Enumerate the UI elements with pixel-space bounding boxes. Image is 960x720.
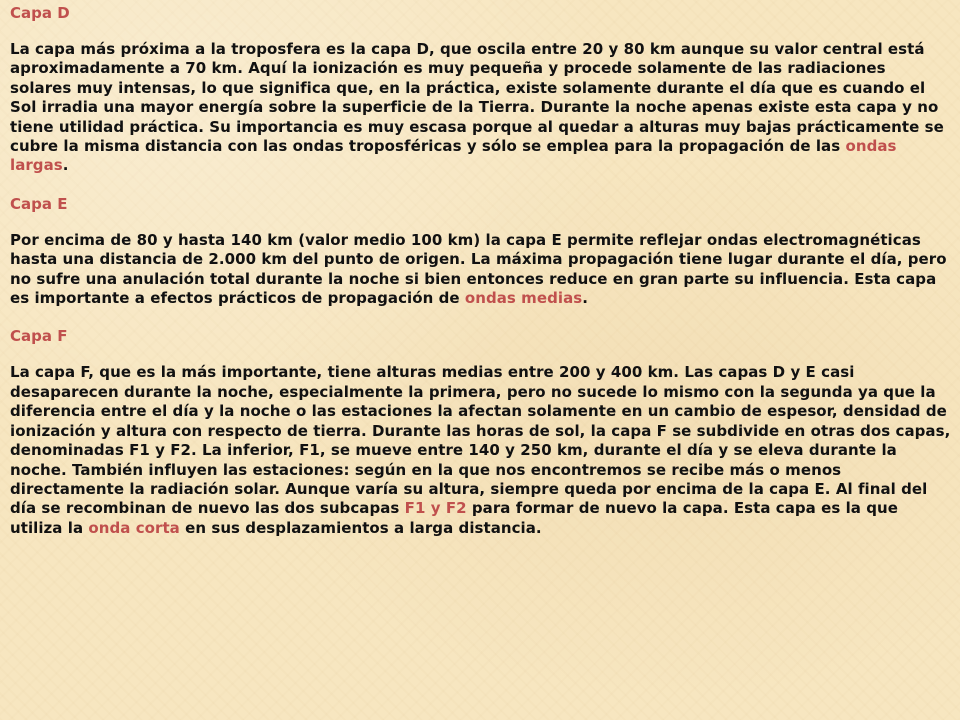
highlight-ondas-largas: ondas largas: [10, 137, 897, 175]
paragraph-text: La capa F, que es la más importante, tiene alturas medias entre 200 y 400 km. Las capas D y E casi desaparecen durante la noche, especialmente la primera, pero no sucede lo mismo con la segunda ya que la diferencia entre el día y la noche o las estaciones la afectan solamente en un cambio de espesor, densidad de ionización y altura con respecto de tierra. Durante las horas de sol, la capa F se subdivide en otras dos capas, denominadas F1 y F2. La inferior, F1, se mueve entre 140 y 250 km, durante el día y se eleva durante la noche. También influyen las estaciones: según en la que nos encontremos se recibe más o menos directamente la radiación solar. Aunque varía su altura, siempre queda por encima de la capa E. Al final del día se recombinan de nuevo las dos subcapas: [10, 363, 951, 518]
highlight-f1-y-f2: F1 y F2: [404, 499, 467, 518]
highlight-ondas-medias: ondas medias: [464, 289, 583, 308]
paragraph-text: La capa más próxima a la troposfera es la capa D, que oscila entre 20 y 80 km aunque su valor central está aproximadamente a 70 km. Aquí la ionización es muy pequeña y procede solamente de las radiaciones solares muy intensas, lo que significa que, en la práctica, existe solamente durante el día que es cuando el Sol irradia una mayor energía sobre la superficie de la Tierra. Durante la noche apenas existe esta capa y no tiene utilidad práctica. Su importancia es muy escasa porque al quedar a alturas muy bajas prácticamente se cubre la misma distancia con las ondas troposféricas y sólo se emplea para la propagación de las: [10, 40, 944, 156]
highlight-onda-corta: onda corta: [88, 518, 180, 537]
paragraph-text-end: .: [582, 289, 588, 308]
section-capa-f: [10, 327, 952, 538]
paragraph-text-middle: para formar de nuevo la capa. Esta capa es la que utiliza la: [10, 499, 898, 537]
section-capa-e: [10, 195, 952, 309]
paragraph-text: Por encima de 80 y hasta 140 km (valor medio 100 km) la capa E permite reflejar ondas electromagnéticas hasta una distancia de 2.000 km del punto de origen. La máxima propagación tiene lugar durante el día, pero no sufre una anulación total durante la noche si bien entonces reduce en gran parte su influencia. Esta capa es importante a efectos prácticos de propagación de: [10, 230, 947, 308]
section-title-capa-d: Capa D: [10, 4, 70, 22]
section-title-capa-f: Capa F: [10, 327, 68, 346]
document-page: [10, 4, 952, 557]
paragraph-capa-d: [10, 40, 952, 176]
paragraph-text-end: en sus desplazamientos a larga distancia.: [179, 518, 542, 537]
section-capa-d: [10, 4, 952, 176]
paragraph-capa-e: [10, 231, 952, 309]
section-title-capa-e: Capa E: [10, 194, 68, 213]
paragraph-capa-f: [10, 363, 952, 538]
paragraph-text-end: .: [62, 156, 69, 175]
